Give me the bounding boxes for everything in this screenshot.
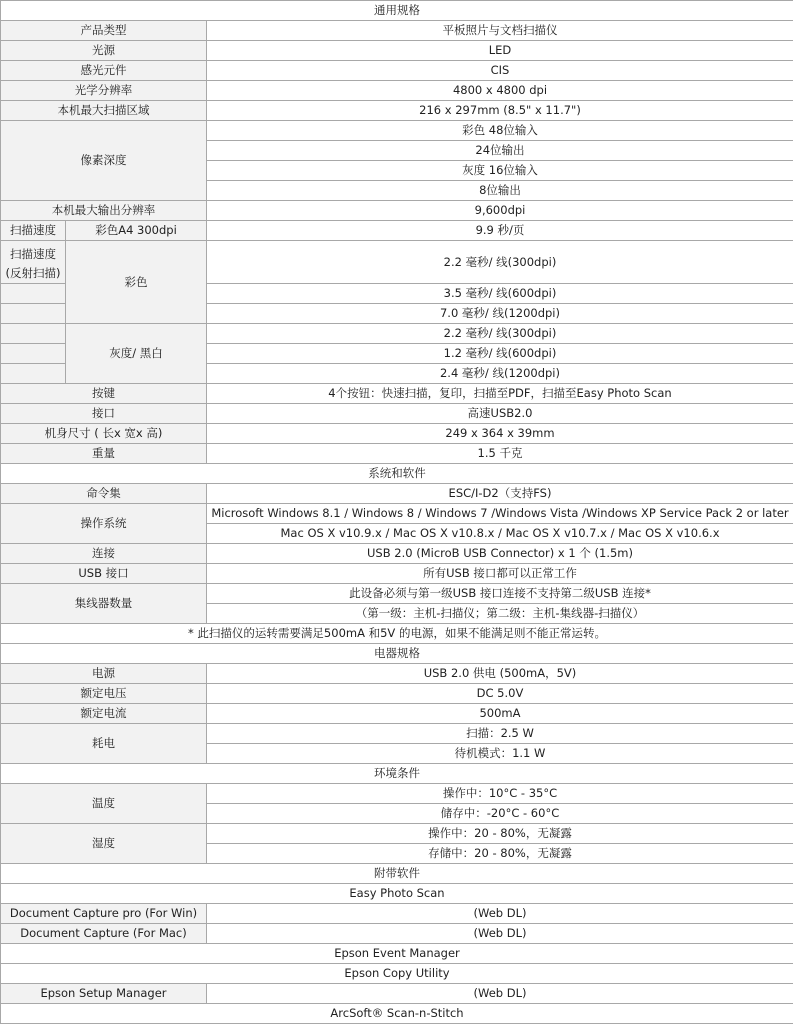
row-label: 按键: [1, 384, 207, 404]
row-value: 扫描：2.5 W: [207, 724, 793, 744]
table-row: [1, 21, 793, 41]
row-value: 9.9 秒/页: [207, 221, 793, 241]
row-label-empty: [1, 364, 66, 384]
row-value: (Web DL): [207, 984, 793, 1004]
table-row: [1, 384, 793, 404]
row-value: 1.5 千克: [207, 444, 793, 464]
row-label: 扫描速度: [1, 221, 66, 241]
software-item: ArcSoft® Scan-n-Stitch: [1, 1004, 793, 1024]
row-value: 216 x 297mm (8.5" x 11.7"): [207, 101, 793, 121]
table-row: [1, 61, 793, 81]
section-title-environment: 环境条件: [1, 764, 793, 784]
row-sublabel: 彩色A4 300dpi: [66, 221, 207, 241]
row-value: 8位输出: [207, 181, 793, 201]
row-sublabel: 灰度/ 黑白: [66, 324, 207, 384]
row-label: 电源: [1, 664, 207, 684]
section-row-system: [1, 464, 793, 484]
row-value: 待机模式：1.1 W: [207, 744, 793, 764]
row-label: [1, 241, 66, 284]
row-label: 光学分辨率: [1, 81, 207, 101]
row-value: Mac OS X v10.9.x / Mac OS X v10.8.x / Mac OS X v10.7.x / Mac OS X v10.6.x: [207, 524, 793, 544]
row-value: 操作中：20 - 80%，无凝露: [207, 824, 793, 844]
table-row: [1, 964, 793, 984]
table-row: [1, 444, 793, 464]
row-label: 像素深度: [1, 121, 207, 201]
table-row: [1, 944, 793, 964]
row-value: 彩色 48位输入: [207, 121, 793, 141]
table-row: [1, 81, 793, 101]
row-label: 温度: [1, 784, 207, 824]
table-row: [1, 221, 793, 241]
table-row: [1, 824, 793, 844]
row-label: 本机最大扫描区域: [1, 101, 207, 121]
table-row: [1, 704, 793, 724]
row-label: 光源: [1, 41, 207, 61]
row-value: 平板照片与文档扫描仪: [207, 21, 793, 41]
row-value: 500mA: [207, 704, 793, 724]
row-label: 感光元件: [1, 61, 207, 81]
row-value: ESC/I-D2（支持FS): [207, 484, 793, 504]
row-value: 储存中：-20°C - 60°C: [207, 804, 793, 824]
table-row: [1, 784, 793, 804]
row-label: 额定电压: [1, 684, 207, 704]
row-value: USB 2.0 供电 (500mA，5V): [207, 664, 793, 684]
row-sublabel: 彩色: [66, 241, 207, 324]
table-row: [1, 624, 793, 644]
row-label: USB 接口: [1, 564, 207, 584]
row-label-line: (反射扫描): [3, 264, 63, 283]
section-row-electrical: [1, 644, 793, 664]
row-value: CIS: [207, 61, 793, 81]
row-value: 灰度 16位输入: [207, 161, 793, 181]
row-value: 2.2 毫秒/ 线(300dpi): [207, 241, 793, 284]
table-row: [1, 664, 793, 684]
table-row: [1, 924, 793, 944]
row-value: 此设备必须与第一级USB 接口连接不支持第二级USB 连接*: [207, 584, 793, 604]
table-row: [1, 904, 793, 924]
section-row-environment: [1, 764, 793, 784]
row-label-empty: [1, 304, 66, 324]
row-value: 2.2 毫秒/ 线(300dpi): [207, 324, 793, 344]
section-title-general: 通用规格: [1, 1, 793, 21]
table-row: [1, 684, 793, 704]
section-row-general: [1, 1, 793, 21]
section-title-system: 系统和软件: [1, 464, 793, 484]
row-value: 9,600dpi: [207, 201, 793, 221]
row-value: 1.2 毫秒/ 线(600dpi): [207, 344, 793, 364]
row-label: 耗电: [1, 724, 207, 764]
table-row: [1, 504, 793, 524]
row-label: Document Capture pro (For Win): [1, 904, 207, 924]
row-value: 4800 x 4800 dpi: [207, 81, 793, 101]
row-value: 3.5 毫秒/ 线(600dpi): [207, 284, 793, 304]
row-label: Document Capture (For Mac): [1, 924, 207, 944]
table-row: [1, 201, 793, 221]
row-value: DC 5.0V: [207, 684, 793, 704]
row-label: 重量: [1, 444, 207, 464]
row-value: 4个按钮：快速扫描，复印，扫描至PDF，扫描至Easy Photo Scan: [207, 384, 793, 404]
row-value: LED: [207, 41, 793, 61]
row-label: 机身尺寸 ( 长x 宽x 高): [1, 424, 207, 444]
row-value: 249 x 364 x 39mm: [207, 424, 793, 444]
row-value: 高速USB2.0: [207, 404, 793, 424]
row-value: (Web DL): [207, 904, 793, 924]
section-title-software: 附带软件: [1, 864, 793, 884]
row-value: 所有USB 接口都可以正常工作: [207, 564, 793, 584]
row-value: （第一级：主机-扫描仪；第二级：主机-集线器-扫描仪）: [207, 604, 793, 624]
row-value: Microsoft Windows 8.1 / Windows 8 / Windows 7 /Windows Vista /Windows XP Service Pack 2 or later: [207, 504, 793, 524]
row-value: 操作中：10°C - 35°C: [207, 784, 793, 804]
table-row: [1, 101, 793, 121]
row-label: 集线器数量: [1, 584, 207, 624]
table-row: [1, 484, 793, 504]
row-label: 额定电流: [1, 704, 207, 724]
table-row: [1, 424, 793, 444]
row-label: 连接: [1, 544, 207, 564]
row-label: Epson Setup Manager: [1, 984, 207, 1004]
row-label: 湿度: [1, 824, 207, 864]
row-label-empty: [1, 284, 66, 304]
table-row: [1, 1004, 793, 1024]
software-item: Easy Photo Scan: [1, 884, 793, 904]
row-value: 24位输出: [207, 141, 793, 161]
section-title-electrical: 电器规格: [1, 644, 793, 664]
row-value: 存储中：20 - 80%，无凝露: [207, 844, 793, 864]
footnote: * 此扫描仪的运转需要满足500mA 和5V 的电源，如果不能满足则不能正常运转。: [1, 624, 793, 644]
row-label: 操作系统: [1, 504, 207, 544]
section-row-software: [1, 864, 793, 884]
row-label-empty: [1, 324, 66, 344]
row-label: 接口: [1, 404, 207, 424]
row-value: USB 2.0 (MicroB USB Connector) x 1 个 (1.5m): [207, 544, 793, 564]
row-label: 产品类型: [1, 21, 207, 41]
software-item: Epson Event Manager: [1, 944, 793, 964]
row-label: 本机最大输出分辨率: [1, 201, 207, 221]
table-row: [1, 584, 793, 604]
table-row: [1, 564, 793, 584]
table-row: [1, 544, 793, 564]
row-value: 7.0 毫秒/ 线(1200dpi): [207, 304, 793, 324]
table-row: [1, 324, 793, 344]
row-label-line: 扫描速度: [3, 245, 63, 264]
row-value: (Web DL): [207, 924, 793, 944]
software-item: Epson Copy Utility: [1, 964, 793, 984]
table-row: [1, 241, 793, 284]
row-value: 2.4 毫秒/ 线(1200dpi): [207, 364, 793, 384]
table-row: [1, 724, 793, 744]
table-row: [1, 121, 793, 141]
row-label: 命令集: [1, 484, 207, 504]
table-row: [1, 404, 793, 424]
row-label-empty: [1, 344, 66, 364]
table-row: [1, 884, 793, 904]
table-row: [1, 984, 793, 1004]
table-row: [1, 41, 793, 61]
